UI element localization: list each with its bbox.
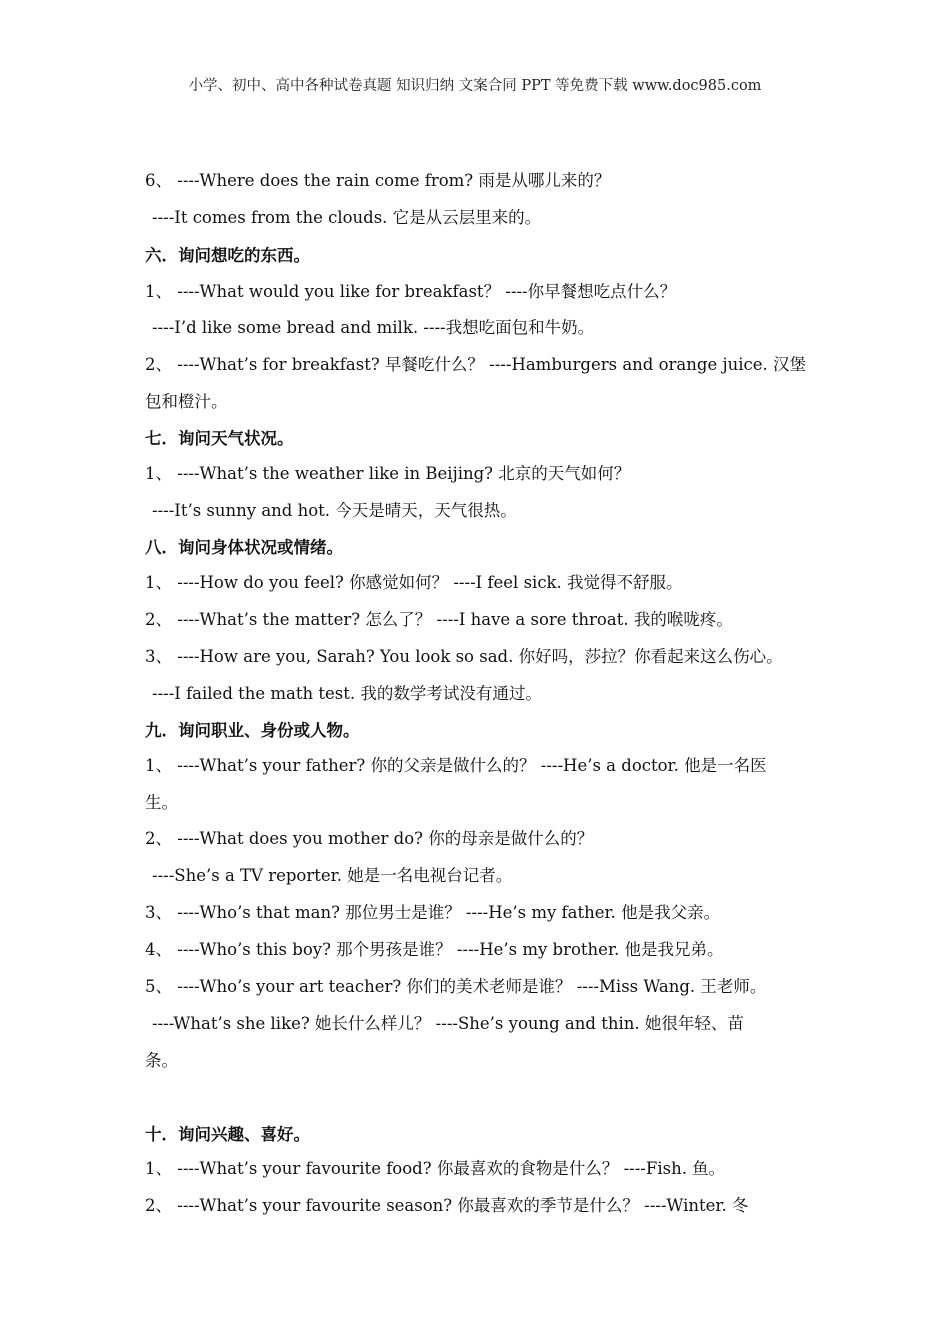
section-heading-hobbies: 十．询问兴趣、喜好。 xyxy=(145,1125,310,1144)
line-a5-teacher-cont: 条。 xyxy=(145,1051,178,1070)
page-header: 小学、初中、高中各种试卷真题 知识归纳 文案合同 PPT 等免费下载 www.doc985.com xyxy=(188,78,762,94)
line-q1-food: 1、 ----What’s your favourite food? 你最喜欢的食物是什么？ ----Fish. 鱼。 xyxy=(145,1159,726,1178)
line-q4-boy: 4、 ----Who’s this boy? 那个男孩是谁？ ----He’s my brother. 他是我兄弟。 xyxy=(145,940,724,959)
line-q1-weather: 1、 ----What’s the weather like in Beijing? 北京的天气如何？ xyxy=(145,464,631,483)
line-q2-breakfast: 2、 ----What’s for breakfast? 早餐吃什么？ ----Hamburgers and orange juice. 汉堡 xyxy=(145,355,806,374)
line-q3-man: 3、 ----Who’s that man? 那位男士是谁？ ----He’s my father. 他是我父亲。 xyxy=(145,903,721,922)
line-q1-father: 1、 ----What’s your father? 你的父亲是做什么的？ ----He’s a doctor. 他是一名医 xyxy=(145,756,767,775)
line-q2-matter: 2、 ----What’s the matter? 怎么了？ ----I have a sore throat. 我的喉咙疼。 xyxy=(145,610,733,629)
line-a5-teacher: ----What’s she like? 她长什么样儿？ ----She’s young and thin. 她很年轻、苗 xyxy=(152,1014,744,1033)
line-a2-mother: ----She’s a TV reporter. 她是一名电视台记者。 xyxy=(152,866,513,885)
section-heading-jobs: 九．询问职业、身份或人物。 xyxy=(145,721,360,740)
line-q2-breakfast-cont: 包和橙汁。 xyxy=(145,392,228,411)
line-a6-rain: ----It comes from the clouds. 它是从云层里来的。 xyxy=(152,208,542,227)
line-q2-mother: 2、 ----What does you mother do? 你的母亲是做什么的？ xyxy=(145,829,594,848)
section-heading-food: 六．询问想吃的东西。 xyxy=(145,246,310,265)
line-q2-season: 2、 ----What’s your favourite season? 你最喜欢的季节是什么？ ----Winter. 冬 xyxy=(145,1196,749,1215)
line-q1-father-cont: 生。 xyxy=(145,793,178,812)
line-q6-rain: 6、 ----Where does the rain come from? 雨是从哪儿来的？ xyxy=(145,171,611,190)
line-a3-sarah: ----I failed the math test. 我的数学考试没有通过。 xyxy=(152,684,542,703)
line-a1-weather: ----It’s sunny and hot. 今天是晴天，天气很热。 xyxy=(152,501,517,520)
line-a1-breakfast: ----I’d like some bread and milk. ----我想吃面包和牛奶。 xyxy=(152,318,595,337)
line-q1-breakfast: 1、 ----What would you like for breakfast？ ----你早餐想吃点什么？ xyxy=(145,282,677,301)
section-heading-weather: 七．询问天气状况。 xyxy=(145,429,294,448)
line-q3-sarah: 3、 ----How are you, Sarah? You look so sad. 你好吗，莎拉？你看起来这么伤心。 xyxy=(145,647,783,666)
line-q1-feel: 1、 ----How do you feel? 你感觉如何？ ----I feel sick. 我觉得不舒服。 xyxy=(145,573,683,592)
line-q5-teacher: 5、 ----Who’s your art teacher? 你们的美术老师是谁？ ----Miss Wang. 王老师。 xyxy=(145,977,767,996)
section-heading-health: 八．询问身体状况或情绪。 xyxy=(145,538,343,557)
